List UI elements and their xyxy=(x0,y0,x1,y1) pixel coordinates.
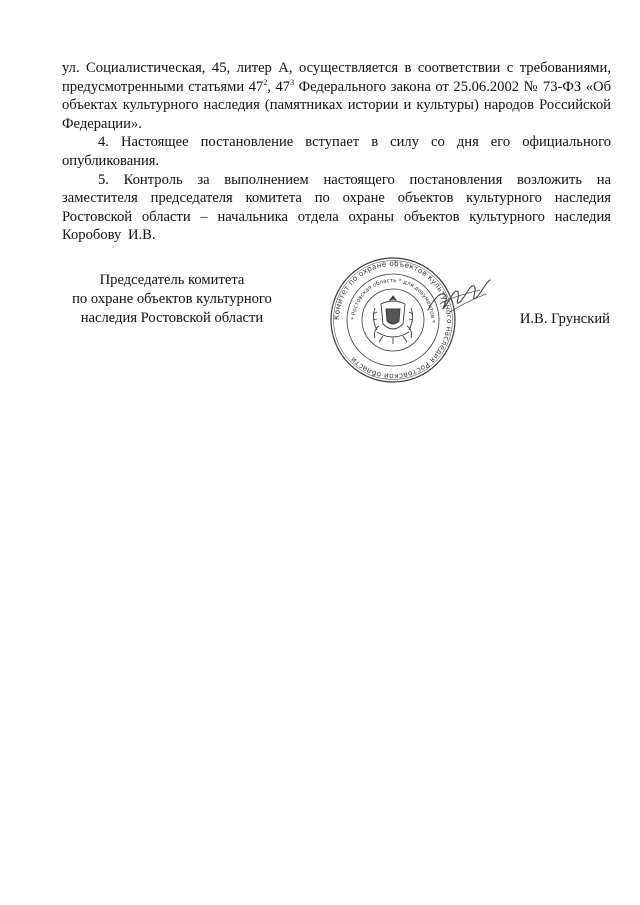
paragraph-5: 5. Контроль за выполнением настоящего постановления возложить на заместителя председателя комитета по охране объектов культурного наследия Ростовской области – начальника отдела охраны объектов культурного наследия Коробову И.В. xyxy=(62,171,611,244)
paragraph-3-text-pre: предусмотренными статьями 47 xyxy=(62,78,264,95)
paragraph-3-continuation xyxy=(62,59,611,133)
paragraph-3-line-1: ул. Социалистическая, 45, литер А, осуществляется в соответствии с требованиями, xyxy=(62,60,611,76)
superscript-3: 3 xyxy=(290,77,295,87)
document-body xyxy=(62,59,611,245)
handwritten-signature xyxy=(420,268,500,328)
signatory-title xyxy=(62,271,282,328)
signatory-name: И.В. Грунский xyxy=(519,311,610,327)
superscript-2: 2 xyxy=(263,77,268,87)
paragraph-3-text-mid: , 47 xyxy=(267,78,291,95)
paragraph-4: 4. Настоящее постановление вступает в силу со дня его официального опубликования. xyxy=(62,134,611,169)
signatory-title-line-3: наследия Ростовской области xyxy=(80,310,264,326)
signatory-title-line-2: по охране объектов культурного xyxy=(72,291,272,307)
seal-outer-text: Комитет по охране объектов культурного наследия Ростовской области xyxy=(331,258,455,382)
paragraph-3-text-post: Федерального закона от 25.06.2002 № 73-ФЗ «Об объектах культурного наследия (памятниках истории и культуры) народов Российской Федерации». xyxy=(62,78,611,132)
seal-inner-text: * Ростовская область * для документов * xyxy=(350,277,436,323)
coat-of-arms-icon xyxy=(373,296,413,344)
signatory-title-line-1: Председатель комитета xyxy=(99,272,245,288)
